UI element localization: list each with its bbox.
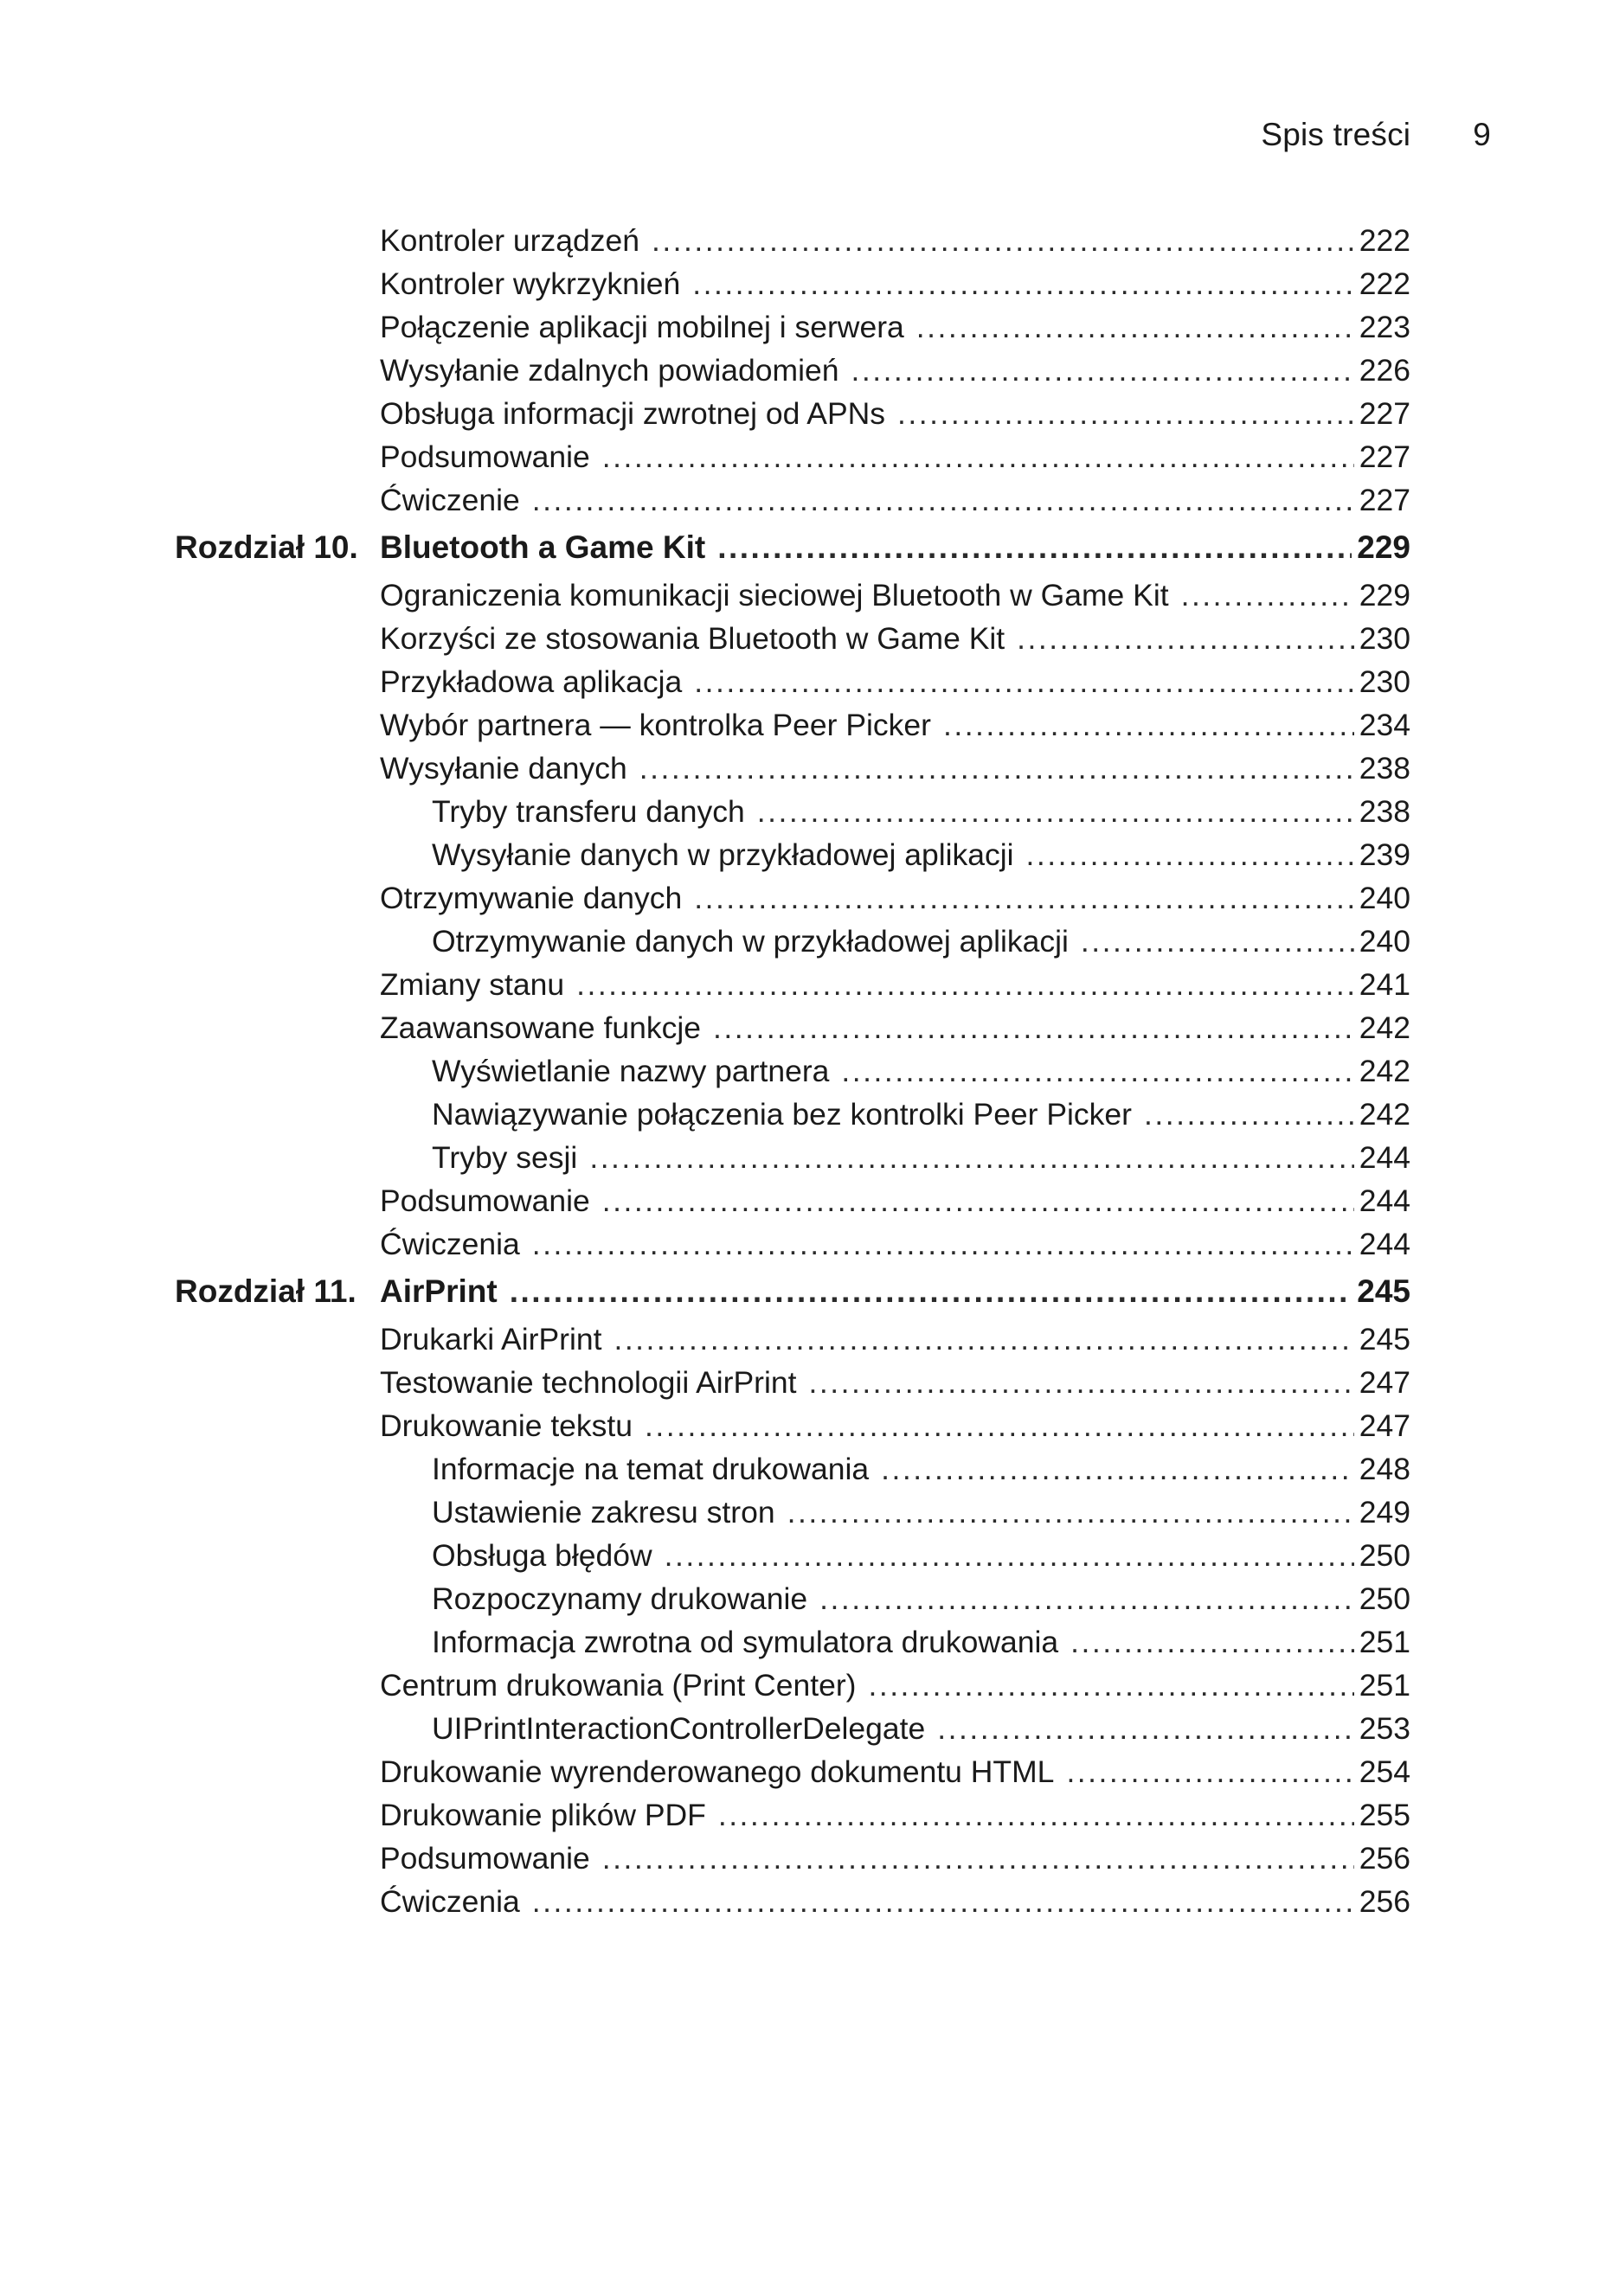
toc-page-number: 256 (1359, 1884, 1410, 1919)
toc-entry[interactable] (175, 794, 1410, 837)
running-header (1261, 117, 1491, 153)
toc-entry-title: Ograniczenia komunikacji sieciowej Bluetooth w Game Kit (380, 578, 1169, 612)
running-title: Spis treści (1261, 117, 1411, 152)
toc-entry[interactable] (175, 621, 1410, 664)
toc-page-number: 250 (1359, 1581, 1410, 1616)
dot-leader (602, 1183, 1354, 1219)
toc-page-number: 226 (1359, 353, 1410, 388)
dot-leader (639, 751, 1354, 786)
toc-entry[interactable] (175, 751, 1410, 794)
dot-leader (576, 967, 1354, 1003)
dot-leader (787, 1495, 1354, 1530)
toc-entry-title (175, 529, 705, 566)
dot-leader (841, 1054, 1353, 1089)
dot-leader (602, 1841, 1354, 1876)
toc-page-number: 254 (1359, 1754, 1410, 1789)
toc-entry[interactable] (175, 483, 1410, 526)
dot-leader (937, 1711, 1354, 1747)
toc-entry[interactable] (175, 924, 1410, 967)
toc-entry[interactable] (175, 837, 1410, 881)
toc-page-number: 227 (1359, 396, 1410, 431)
toc-entry-title: Kontroler wykrzyknień (380, 266, 681, 301)
toc-entry[interactable] (175, 1538, 1410, 1581)
dot-leader (1017, 621, 1354, 657)
toc-page-number: 249 (1359, 1495, 1410, 1530)
toc-page-number: 242 (1359, 1010, 1410, 1045)
dot-leader (510, 1273, 1352, 1310)
toc-entry[interactable] (175, 1884, 1410, 1927)
toc-entry-title: Zmiany stanu (380, 967, 565, 1002)
toc-entry-title: Podsumowanie (380, 1183, 590, 1218)
dot-leader (1181, 578, 1354, 613)
chapter-title: Bluetooth a Game Kit (380, 529, 706, 565)
toc-entry[interactable] (175, 1322, 1410, 1365)
dot-leader (868, 1668, 1353, 1703)
toc-entry-title: Drukowanie wyrenderowanego dokumentu HTML (380, 1754, 1055, 1789)
toc-entry-title: Kontroler urządzeń (380, 223, 639, 258)
dot-leader (851, 353, 1353, 388)
toc-entry-title: Połączenie aplikacji mobilnej i serwera (380, 310, 904, 344)
toc-page-number: 244 (1359, 1140, 1410, 1175)
toc-entry-title: Podsumowanie (380, 439, 590, 474)
toc-entry-title: Podsumowanie (380, 1841, 590, 1876)
toc-entry-title: Drukarki AirPrint (380, 1322, 602, 1356)
toc-page-number: 255 (1359, 1798, 1410, 1832)
dot-leader (652, 223, 1354, 259)
dot-leader (589, 1140, 1353, 1176)
dot-leader (809, 1365, 1354, 1401)
toc-entry-title: Ustawienie zakresu stron (432, 1495, 775, 1530)
dot-leader (1026, 837, 1354, 873)
toc-entry[interactable] (175, 1668, 1410, 1711)
toc-entry-title: Tryby sesji (432, 1140, 578, 1175)
toc-entry[interactable] (175, 1227, 1410, 1270)
toc-page-number: 256 (1359, 1841, 1410, 1876)
toc-entry-title: Wybór partnera — kontrolka Peer Picker (380, 708, 931, 742)
toc-entry[interactable] (175, 223, 1410, 266)
dot-leader (532, 483, 1354, 518)
toc-page-number: 250 (1359, 1538, 1410, 1573)
toc-page-number: 245 (1357, 1273, 1410, 1309)
dot-leader (1144, 1097, 1354, 1132)
toc-entry-title: Nawiązywanie połączenia bez kontrolki Peer Picker (432, 1097, 1132, 1132)
dot-leader (1081, 924, 1354, 959)
toc-entry-title: Obsługa błędów (432, 1538, 652, 1573)
toc-entry-title: Ćwiczenia (380, 1227, 520, 1261)
toc-entry-title: Informacje na temat drukowania (432, 1452, 870, 1486)
toc-entry[interactable] (175, 1097, 1410, 1140)
toc-entry[interactable] (175, 1452, 1410, 1495)
toc-entry[interactable] (175, 1798, 1410, 1841)
dot-leader (819, 1581, 1354, 1617)
dot-leader (897, 396, 1354, 432)
dot-leader (602, 439, 1354, 475)
toc-entry[interactable] (175, 1581, 1410, 1625)
toc-page-number: 245 (1359, 1322, 1410, 1356)
toc-page-number: 251 (1359, 1625, 1410, 1659)
dot-leader (645, 1408, 1354, 1444)
toc-entry-title: Centrum drukowania (Print Center) (380, 1668, 857, 1703)
dot-leader (1066, 1754, 1353, 1790)
table-of-contents (175, 223, 1410, 1927)
toc-entry-title: Testowanie technologii AirPrint (380, 1365, 797, 1400)
toc-entry[interactable] (175, 881, 1410, 924)
toc-page-number: 234 (1359, 708, 1410, 742)
dot-leader (757, 794, 1354, 830)
toc-page-number: 229 (1359, 578, 1410, 612)
toc-entry-title: Drukowanie tekstu (380, 1408, 633, 1443)
toc-page-number: 248 (1359, 1452, 1410, 1486)
dot-leader (916, 310, 1354, 345)
toc-entry[interactable] (175, 310, 1410, 353)
chapter-label: Rozdział 10. (175, 529, 358, 565)
dot-leader (717, 529, 1352, 566)
toc-entry-title: Wysyłanie danych w przykładowej aplikacji (432, 837, 1014, 872)
toc-page-number: 241 (1359, 967, 1410, 1002)
toc-entry[interactable] (175, 1841, 1410, 1884)
toc-entry-title: Korzyści ze stosowania Bluetooth w Game Kit (380, 621, 1005, 656)
toc-entry[interactable] (175, 1495, 1410, 1538)
toc-page-number: 244 (1359, 1227, 1410, 1261)
toc-page-number: 238 (1359, 751, 1410, 786)
toc-page-number: 227 (1359, 483, 1410, 517)
dot-leader (943, 708, 1354, 743)
toc-page-number: 240 (1359, 881, 1410, 915)
toc-page-number: 244 (1359, 1183, 1410, 1218)
dot-leader (665, 1538, 1354, 1574)
dot-leader (694, 881, 1354, 916)
toc-entry[interactable] (175, 353, 1410, 396)
toc-chapter-entry[interactable] (175, 529, 1410, 578)
dot-leader (694, 664, 1354, 700)
toc-entry[interactable] (175, 967, 1410, 1010)
toc-page-number: 240 (1359, 924, 1410, 959)
dot-leader (1070, 1625, 1354, 1660)
dot-leader (718, 1798, 1354, 1833)
toc-entry-title: Zaawansowane funkcje (380, 1010, 701, 1045)
toc-entry[interactable] (175, 1183, 1410, 1227)
toc-entry[interactable] (175, 1054, 1410, 1097)
toc-entry-title: Ćwiczenia (380, 1884, 520, 1919)
toc-entry[interactable] (175, 664, 1410, 708)
toc-page-number: 230 (1359, 664, 1410, 699)
toc-entry[interactable] (175, 708, 1410, 751)
page-number: 9 (1473, 117, 1491, 152)
toc-entry-title: Informacja zwrotna od symulatora drukowania (432, 1625, 1059, 1659)
toc-entry[interactable] (175, 1140, 1410, 1183)
toc-page-number: 239 (1359, 837, 1410, 872)
toc-page-number: 230 (1359, 621, 1410, 656)
toc-entry-title: Wysyłanie danych (380, 751, 627, 786)
toc-entry[interactable] (175, 266, 1410, 310)
toc-entry[interactable] (175, 1625, 1410, 1668)
toc-entry-title: Otrzymywanie danych w przykładowej aplikacji (432, 924, 1069, 959)
toc-entry[interactable] (175, 578, 1410, 621)
toc-entry-title: Otrzymywanie danych (380, 881, 683, 915)
chapter-label: Rozdział 11. (175, 1273, 357, 1309)
toc-entry[interactable] (175, 1010, 1410, 1054)
dot-leader (713, 1010, 1354, 1046)
toc-page-number: 253 (1359, 1711, 1410, 1746)
toc-page-number: 227 (1359, 439, 1410, 474)
toc-entry[interactable] (175, 396, 1410, 439)
toc-page-number: 242 (1359, 1054, 1410, 1088)
toc-entry-title: Obsługa informacji zwrotnej od APNs (380, 396, 886, 431)
toc-entry-title: Tryby transferu danych (432, 794, 745, 829)
toc-page-number: 247 (1359, 1365, 1410, 1400)
toc-page-number: 238 (1359, 794, 1410, 829)
toc-entry[interactable] (175, 1711, 1410, 1754)
toc-entry[interactable] (175, 439, 1410, 483)
toc-entry[interactable] (175, 1408, 1410, 1452)
toc-chapter-entry[interactable] (175, 1273, 1410, 1322)
toc-entry-title: Ćwiczenie (380, 483, 520, 517)
toc-entry-title: UIPrintInteractionControllerDelegate (432, 1711, 926, 1746)
dot-leader (881, 1452, 1354, 1487)
dot-leader (532, 1227, 1354, 1262)
toc-entry-title: Rozpoczynamy drukowanie (432, 1581, 808, 1616)
toc-entry-title (175, 1273, 498, 1310)
dot-leader (614, 1322, 1353, 1357)
toc-page-number: 229 (1357, 529, 1410, 565)
toc-page-number: 242 (1359, 1097, 1410, 1132)
toc-page-number: 247 (1359, 1408, 1410, 1443)
toc-page-number: 222 (1359, 266, 1410, 301)
toc-entry-title: Drukowanie plików PDF (380, 1798, 706, 1832)
toc-entry[interactable] (175, 1365, 1410, 1408)
dot-leader (532, 1884, 1354, 1920)
chapter-title: AirPrint (380, 1273, 498, 1309)
toc-entry-title: Wysyłanie zdalnych powiadomień (380, 353, 839, 388)
toc-page-number: 222 (1359, 223, 1410, 258)
toc-page-number: 223 (1359, 310, 1410, 344)
toc-page-number: 251 (1359, 1668, 1410, 1703)
toc-entry-title: Przykładowa aplikacja (380, 664, 683, 699)
dot-leader (692, 266, 1354, 302)
toc-entry-title: Wyświetlanie nazwy partnera (432, 1054, 830, 1088)
toc-entry[interactable] (175, 1754, 1410, 1798)
